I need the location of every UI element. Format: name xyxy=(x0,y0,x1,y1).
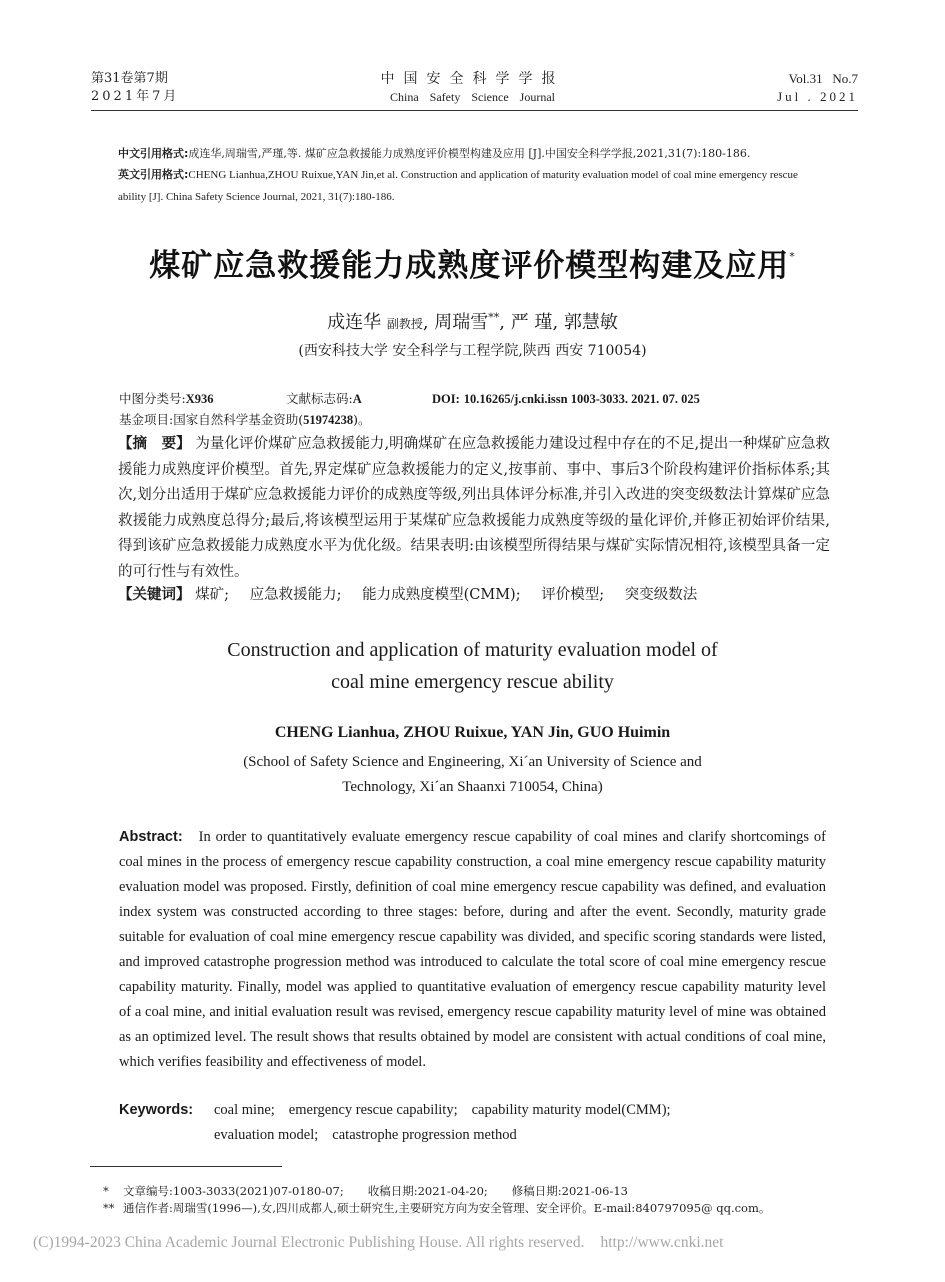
citation-cn-text: 成连华,周瑞雪,严瑾,等. 煤矿应急救援能力成熟度评价模型构建及应用 [J].中国安全科学学报,2021,31(7):180-186. xyxy=(188,147,751,160)
author-2: 周瑞雪 xyxy=(434,312,489,333)
keywords-en xyxy=(119,1098,826,1148)
paper-title xyxy=(60,240,885,285)
keyword-cn: 煤矿; xyxy=(195,587,229,603)
keyword-en: coal mine; xyxy=(214,1102,275,1118)
citation-en xyxy=(118,164,828,208)
running-header-volume xyxy=(91,70,261,106)
citation-cn xyxy=(118,143,828,164)
header-month-year: Jul . 2021 xyxy=(777,89,858,104)
author-1-role: 副教授 xyxy=(386,317,423,331)
author-3: 严 瑾 xyxy=(510,312,553,333)
header-vol-no: Vol.31 No.7 xyxy=(788,71,858,86)
author-2-mark: ** xyxy=(488,311,500,324)
keyword-en: capability maturity model(CMM); xyxy=(471,1102,671,1118)
keywords-cn-label: 【关键词】 xyxy=(118,587,191,603)
abstract-cn-label: 【摘 要】 xyxy=(118,436,191,452)
running-header-vol-en xyxy=(700,70,858,106)
abstract-cn xyxy=(118,432,830,585)
footnote-rule xyxy=(90,1166,282,1167)
english-title xyxy=(120,634,825,698)
authors-cn: 成连华 副教授, 周瑞雪**, 严 瑾, 郭慧敏 xyxy=(327,311,618,333)
keyword-en: evaluation model; xyxy=(214,1127,319,1143)
author-4: 郭慧敏 xyxy=(563,312,618,333)
header-date: 2021年7月 xyxy=(91,89,180,104)
keyword-cn: 突变级数法 xyxy=(624,587,698,603)
keyword-en: emergency rescue capability; xyxy=(288,1102,458,1118)
title-footnote-mark: * xyxy=(789,250,796,263)
footnote-article-info: * 文章编号:1003-3033(2021)07-0180-07; 收稿日期:2021-04-20; 修稿日期:2021-06-13 xyxy=(103,1184,628,1198)
header-rule xyxy=(91,110,858,111)
paper-title-text: 煤矿应急救援能力成熟度评价模型构建及应用 xyxy=(149,248,790,284)
keyword-cn: 能力成熟度模型(CMM); xyxy=(362,587,521,603)
keywords-en-label: Keywords: xyxy=(119,1102,194,1118)
watermark-url[interactable]: http://www.cnki.net xyxy=(600,1234,724,1251)
keyword-en: catastrophe progression method xyxy=(332,1127,517,1143)
abstract-en xyxy=(119,825,826,1075)
citation-en-label: 英文引用格式: xyxy=(118,168,189,181)
english-title-line: coal mine emergency rescue ability xyxy=(331,671,614,693)
affiliation-cn: (西安科技大学 安全科学与工程学院,陕西 西安 710054) xyxy=(298,343,647,359)
fund-project: 基金项目:国家自然科学基金资助(51974238)。 xyxy=(119,412,371,427)
author-1: 成连华 xyxy=(327,312,382,333)
header-journal-cn: 中国安全科学学报 xyxy=(380,71,565,87)
keyword-cn: 应急救援能力; xyxy=(249,587,342,603)
header-journal-en: China Safety Science Journal xyxy=(390,90,555,104)
doi: DOI: 10.16265/j.cnki.issn 1003-3033. 2021. 07. 025 xyxy=(432,392,700,406)
cnki-watermark xyxy=(33,1234,913,1252)
footnote-corresponding-author: ** 通信作者:周瑞雪(1996—),女,四川成都人,硕士研究生,主要研究方向为安全管理、安全评价。E-mail:840797095@ qq.com。 xyxy=(103,1201,771,1215)
abstract-en-text: In order to quantitatively evaluate emergency rescue capability of coal mines and clarify shortcomings of coal mines in the process of emergency rescue capability construction, a coal mine emergency rescue capability maturity evaluation model was proposed. Firstly, definition of coal mine emergency rescue capability was defined, and evaluation index system was constructed according to three stages: before, during and after the event. Secondly, maturity grade suitable for evaluation of coal mine emergency rescue capability was divided, and specific scoring standards were listed, and improved catastrophe progression method was introduced to calculate the total score of coal mine emergency rescue capability maturity. Finally, model was applied to quantitative evaluation of emergency rescue capability maturity level of a coal mine, and initial evaluation result was revised, emergency rescue capability maturity level of mine was obtained as an optimized level. The result shows that results obtained by model are consistent with actual conditions of coal mine, which verifies feasibility and effectiveness of model. xyxy=(119,829,826,1070)
affiliation-en: (School of Safety Science and Engineering, Xi´an University of Science and Technology, Xi´an Shaanxi 710054, China) xyxy=(243,754,702,795)
clc-number: 中图分类号:X936 xyxy=(119,391,214,406)
abstract-en-label: Abstract: xyxy=(119,829,183,845)
abstract-cn-text: 为量化评价煤矿应急救援能力,明确煤矿在应急救援能力建设过程中存在的不足,提出一种煤矿应急救援能力成熟度评价模型。首先,界定煤矿应急救援能力的定义,按事前、事中、事后3个阶段构建评价指标体系;其次,划分出适用于煤矿应急救援能力评价的成熟度等级,列出具体评分标准,并引入改进的突变级数法计算煤矿应急救援能力成熟度总得分;最后,将该模型运用于某煤矿应急救援能力成熟度等级的量化评价,并修正初始评价结果,得到该矿应急救援能力成熟度水平为优化级。结果表明:由该模型所得结果与煤矿实际情况相符,该模型具备一定的可行性与有效性。 xyxy=(118,436,831,580)
header-volume-issue: 第31卷第7期 xyxy=(91,71,168,86)
keyword-cn: 评价模型; xyxy=(541,587,605,603)
citation-cn-label: 中文引用格式: xyxy=(118,147,189,160)
citation-en-text: CHENG Lianhua,ZHOU Ruixue,YAN Jin,et al. Construction and application of maturity evaluation model of coal mine emergency rescue ability [J]. China Safety Science Journal, 2021, 31(7):180-186. xyxy=(118,169,798,203)
watermark-copyright: (C)1994-2023 China Academic Journal Electronic Publishing House. All rights reserved. xyxy=(33,1234,585,1251)
keywords-cn xyxy=(118,583,830,608)
english-title-line: Construction and application of maturity evaluation model of xyxy=(227,639,718,661)
document-code: 文献标志码:A xyxy=(286,391,362,406)
running-header-journal xyxy=(330,70,615,106)
authors-en: CHENG Lianhua, ZHOU Ruixue, YAN Jin, GUO Huimin xyxy=(274,724,671,741)
